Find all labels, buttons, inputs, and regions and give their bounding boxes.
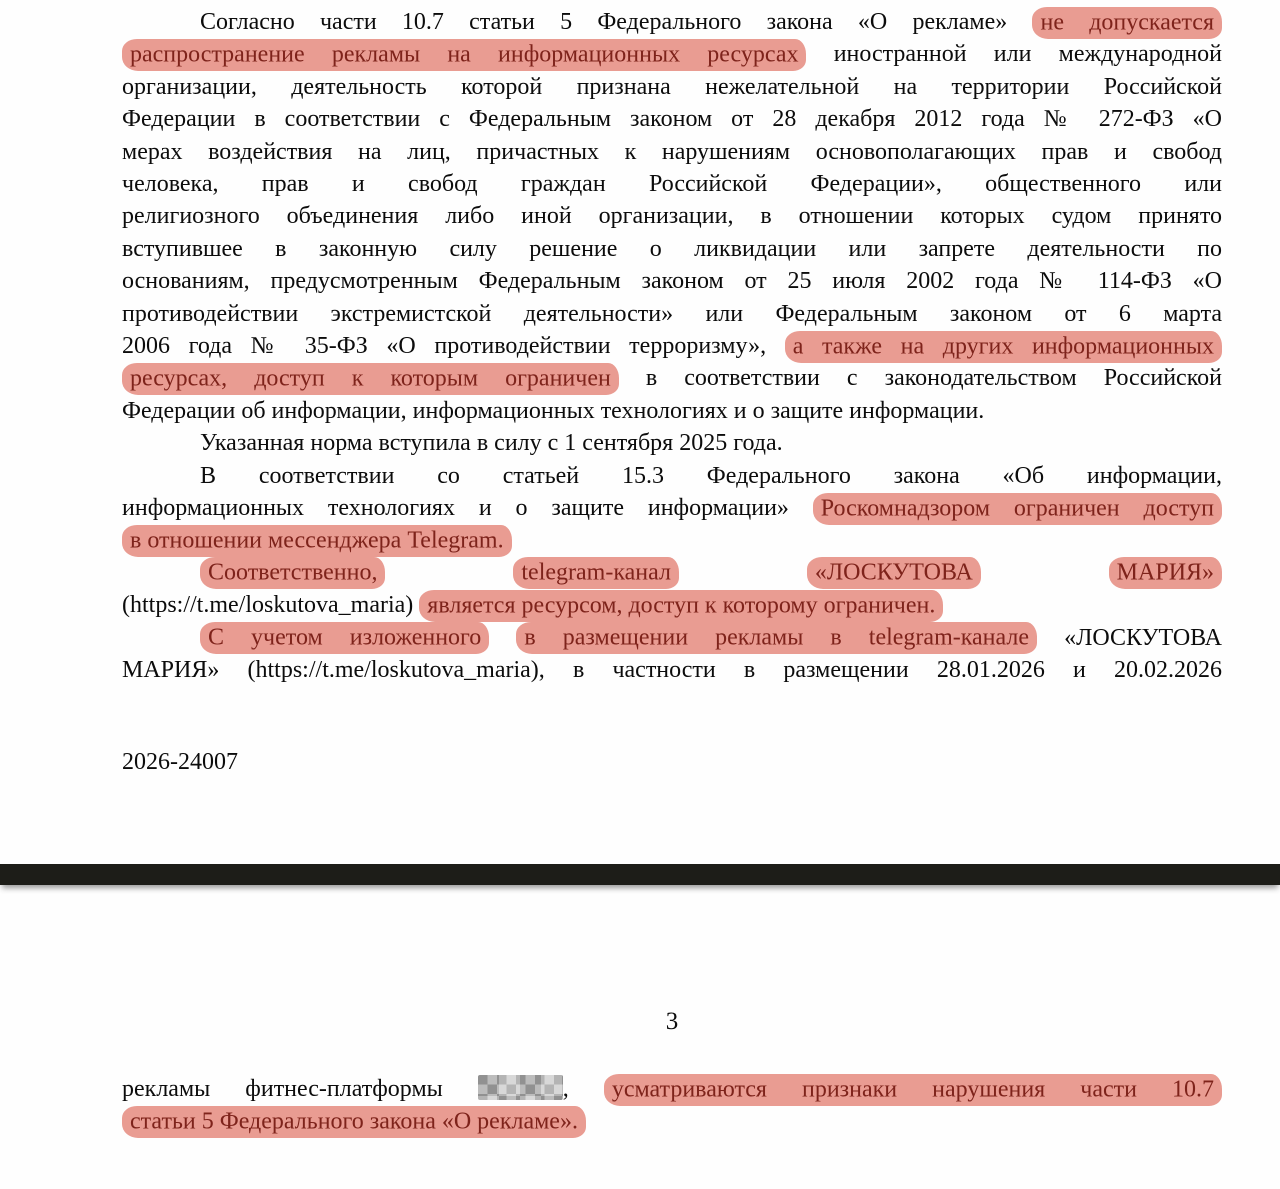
text-line: [122, 395, 1222, 427]
text-run: Указанная норма вступила в силу с 1 сентября 2025 года.: [200, 430, 783, 457]
page-2-text: [122, 6, 1222, 687]
highlighted-text: а также на других информационных: [785, 331, 1222, 363]
text-run: Федерации в соответствии с Федеральным законом от 28 декабря 2012 года № 272-ФЗ «О: [122, 106, 1222, 133]
text-run: основаниям, предусмотренным Федеральным законом от 25 июля 2002 года № 114-ФЗ «О: [122, 268, 1222, 295]
text-run: [489, 625, 516, 651]
text-line: [122, 1073, 1222, 1105]
text-line: [122, 200, 1222, 232]
text-line: [122, 622, 1222, 654]
highlighted-text: С учетом изложенного: [200, 622, 489, 654]
text-line: [122, 654, 1222, 686]
text-run: противодействии экстремистской деятельности» или Федеральным законом от 6 марта: [122, 300, 1222, 327]
text-run: Согласно части 10.7 статьи 5 Федерального закона «О рекламе»: [200, 9, 1033, 35]
text-run: [981, 560, 1109, 586]
text-line: [122, 265, 1222, 297]
highlighted-text: в размещении рекламы в telegram-канале: [516, 622, 1037, 654]
page-separator-bar: [0, 864, 1280, 885]
highlighted-text: МАРИЯ»: [1109, 557, 1222, 589]
text-line: [122, 589, 1222, 621]
text-line: [122, 298, 1222, 330]
redacted-text-block: [478, 1075, 563, 1100]
text-line: [122, 38, 1222, 70]
highlighted-text: распространение рекламы на информационных ресурсах: [122, 39, 806, 71]
text-run: 2006 года № 35-ФЗ «О противодействии терроризму»,: [122, 333, 785, 360]
text-run: Федерации об информации, информационных технологиях и о защите информации.: [122, 397, 985, 424]
text-run: В соответствии со статьей 15.3 Федерального закона «Об информации,: [200, 462, 1222, 489]
text-line: [122, 427, 1222, 459]
highlighted-text: «ЛОСКУТОВА: [807, 557, 981, 589]
text-line: [122, 330, 1222, 362]
text-run: МАРИЯ» (https://t.me/loskutova_maria), в частности в размещении 28.01.2026 и 20.02.2026: [122, 657, 1222, 684]
text-line: [122, 71, 1222, 103]
text-run: организации, деятельность которой признана нежелательной на территории Российской: [122, 73, 1222, 100]
text-line: [122, 6, 1222, 38]
text-run: иностранной или международной: [806, 41, 1223, 68]
text-run: [385, 560, 513, 586]
text-run: вступившее в законную силу решение о ликвидации или запрете деятельности по: [122, 235, 1222, 262]
text-line: [122, 492, 1222, 524]
highlighted-text: telegram-канал: [513, 557, 679, 589]
highlighted-text: статьи 5 Федерального закона «О рекламе».: [122, 1106, 586, 1138]
text-line: [122, 362, 1222, 394]
text-line: [122, 168, 1222, 200]
page-number: 3: [665, 1008, 679, 1035]
text-run: (https://t.me/loskutova_maria): [122, 592, 420, 619]
highlighted-text: Роскомнадзором ограничен доступ: [813, 493, 1222, 525]
text-run: [679, 560, 807, 586]
document-number: 2026-24007: [122, 749, 238, 775]
highlighted-text: не допускается: [1032, 7, 1222, 39]
text-run: «ЛОСКУТОВА: [1037, 624, 1223, 651]
highlighted-text: ресурсах, доступ к которым ограничен: [122, 363, 619, 395]
highlighted-text: является ресурсом, доступ к которому ограничен.: [419, 590, 943, 622]
text-run: в соответствии с законодательством Российской: [618, 365, 1222, 392]
text-line: [122, 136, 1222, 168]
text-run: рекламы фитнес-платформы: [122, 1076, 478, 1102]
highlighted-text: Соответственно,: [200, 557, 385, 589]
text-run: религиозного объединения либо иной организации, в отношении которых судом принято: [122, 203, 1222, 230]
text-run: мерах воздействия на лиц, причастных к нарушениям основополагающих прав и свобод: [122, 138, 1222, 165]
text-line: [122, 460, 1222, 492]
text-line: [122, 557, 1222, 589]
page-3-text: [122, 1073, 1222, 1138]
text-line: [122, 525, 1222, 557]
text-run: ,: [562, 1076, 604, 1102]
highlighted-text: усматриваются признаки нарушения части 10.7: [604, 1074, 1222, 1106]
text-run: информационных технологиях и о защите информации»: [122, 495, 813, 522]
text-line: [122, 103, 1222, 135]
highlighted-text: в отношении мессенджера Telegram.: [122, 525, 512, 557]
text-line: [122, 233, 1222, 265]
text-run: человека, прав и свобод граждан Российской Федерации», общественного или: [122, 171, 1222, 198]
text-line: [122, 1105, 1222, 1137]
